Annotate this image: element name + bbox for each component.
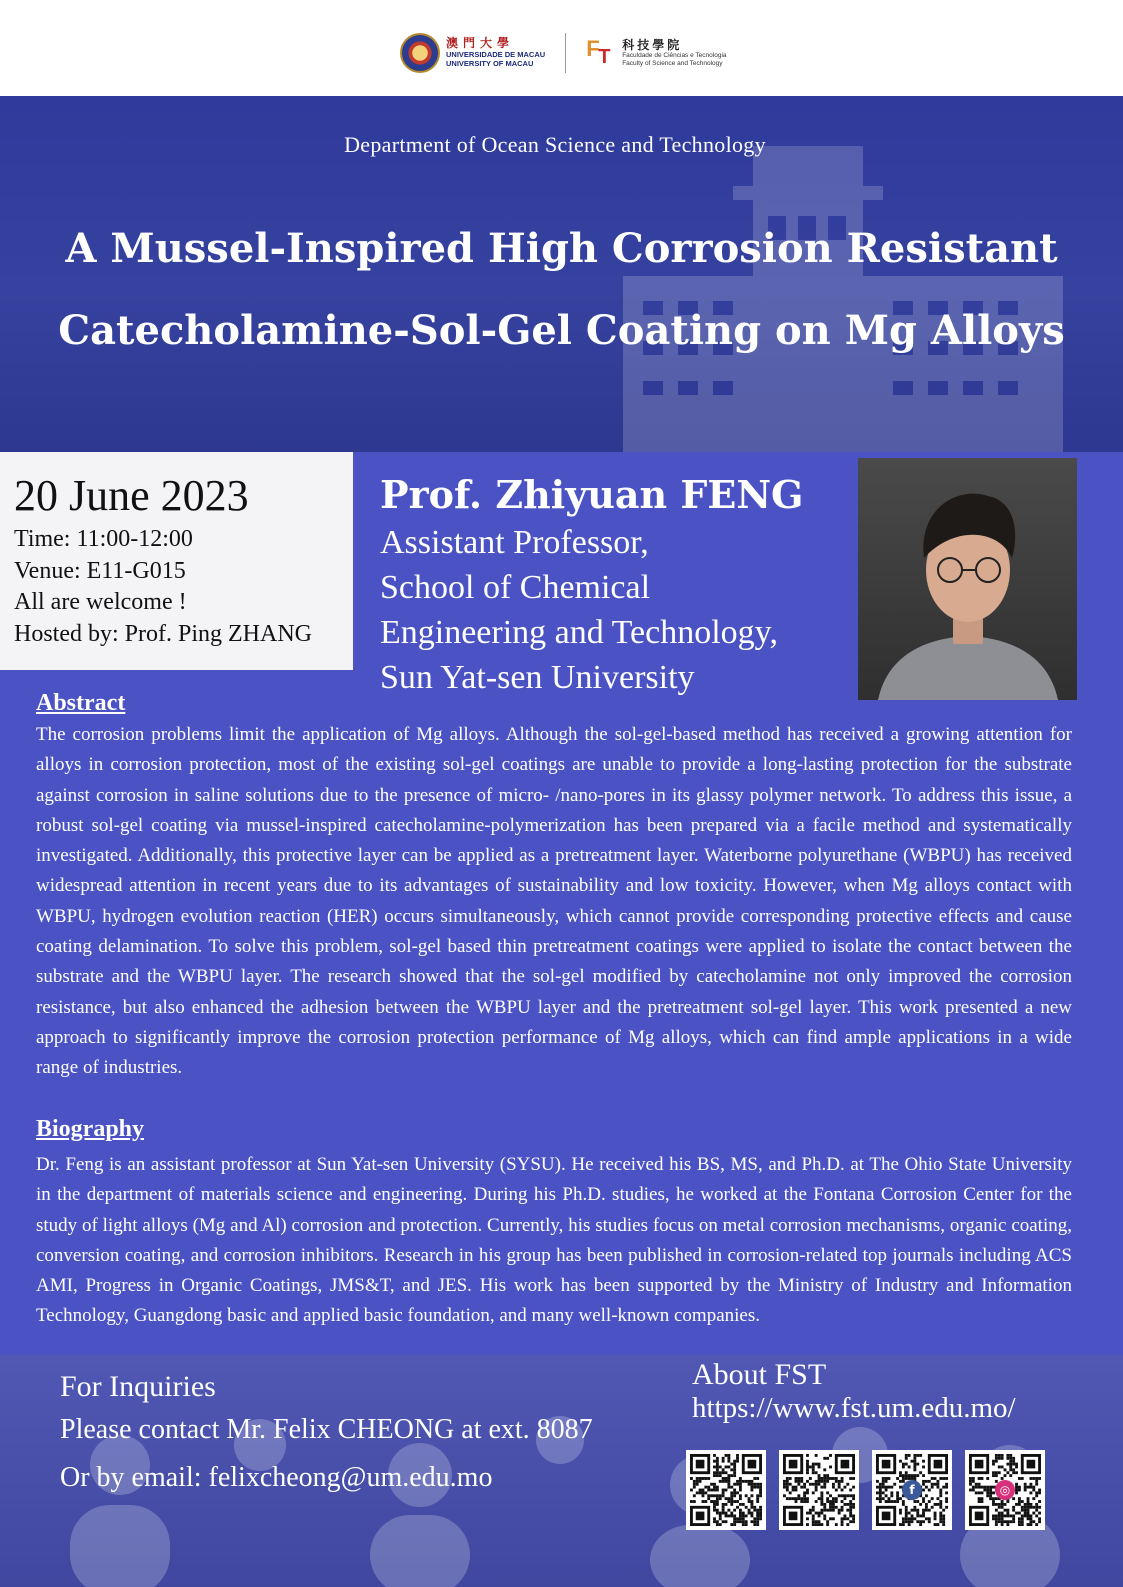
abstract-text: The corrosion problems limit the application of Mg alloys. Although the sol-gel-based method has received a growing attention for alloys in corrosion protection, most of the existing sol-gel coatings are unable to provide a long-lasting protection for the substrate against corrosion in saline solutions due to the presence of micro- /nano-pores in its glassy polymer network. To address this issue, a robust sol-gel coating via mussel-inspired catecholamine-polymerization has been prepared via a facile method and systematically investigated. Additionally, this protective layer can be applied as a pretreatment layer. Waterborne polyurethane (WBPU) has received widespread attention in recent years due to its advantages of sustainability and low toxicity. However, when Mg alloys contact with WBPU, hydrogen evolution reaction (HER) occurs simultaneously, which cannot provide corresponding protective effects and cause coating delamination. To solve this problem, sol-gel based thin pretreatment coatings were applied to isolate the contact between the substrate and the WBPU layer. The research showed that the sol-gel modified by catecholamine not only improved the corrosion resistance, but also enhanced the adhesion between the WBPU layer and the pretreatment sol-gel layer. This work presented a new approach to significantly improve the corrosion protection performance of Mg alloys, which can find ample applications in a wide range of industries.	[36, 724, 1072, 1079]
qr-code-1[interactable]	[686, 1450, 766, 1530]
biography-text: Dr. Feng is an assistant professor at Sun Yat-sen University (SYSU). He received his BS, MS, and Ph.D. at The Ohio State University in the department of materials science and engineering. During his Ph.D. studies, he worked at the Fontana Corrosion Center for the study of light alloys (Mg and Al) corrosion and protection. Currently, his studies focus on metal corrosion mechanisms, organic coating, conversion coating, and corrosion inhibitors. Research in his group has been published in corrosion-related top journals including ACS AMI, Progress in Organic Coatings, JMS&T, and JES. His work has been supported by the Ministry of Industry and Information Technology, Guangdong basic and applied basic foundation, and many well-known companies.	[36, 1154, 1072, 1327]
event-host: Hosted by: Prof. Ping ZHANG	[14, 620, 312, 647]
speaker-school-cont: Engineering and Technology,	[380, 614, 778, 651]
talk-title	[0, 208, 1123, 372]
speaker-school: School of Chemical	[380, 569, 651, 606]
contact-line: Please contact Mr. Felix CHEONG at ext. 8087	[60, 1414, 593, 1445]
qr-code-icon	[783, 1454, 855, 1526]
email-line[interactable]: Or by email: felixcheong@um.edu.mo	[60, 1462, 493, 1493]
logo-divider	[565, 33, 566, 73]
instagram-icon: ◎	[995, 1480, 1015, 1500]
um-name-pt: UNIVERSIDADE DE MACAU	[446, 50, 546, 60]
qr-code-2[interactable]	[779, 1450, 859, 1530]
event-time: Time: 11:00-12:00	[14, 526, 193, 552]
um-name-en: UNIVERSITY OF MACAU	[446, 58, 534, 68]
talk-title-line-2: Catecholamine-Sol-Gel Coating on Mg Alloys	[58, 307, 1065, 354]
speaker-title: Assistant Professor,	[380, 524, 649, 561]
fst-name-pt: Faculdade de Ciências e Tecnologia	[622, 52, 727, 60]
inquiries-heading: For Inquiries	[60, 1370, 216, 1403]
logo-bar	[0, 0, 1123, 96]
abstract-heading: Abstract	[36, 690, 126, 716]
qr-code-instagram[interactable]	[965, 1450, 1045, 1530]
speaker-name: Prof. Zhiyuan FENG	[380, 472, 804, 517]
speaker-info	[380, 470, 840, 700]
event-welcome: All are welcome !	[14, 589, 187, 615]
speaker-university: Sun Yat-sen University	[380, 659, 695, 696]
university-of-macau-seal-icon	[400, 33, 440, 73]
speaker-photo-icon	[858, 458, 1077, 700]
department-name: Department of Ocean Science and Technology	[344, 132, 766, 157]
qr-code-facebook[interactable]	[872, 1450, 952, 1530]
logos	[400, 28, 727, 78]
event-venue: Venue: E11-G015	[14, 557, 186, 584]
facebook-icon: f	[902, 1480, 922, 1500]
um-wordmark	[446, 37, 545, 68]
um-name-cn: 澳門大學	[446, 36, 515, 51]
qr-code-icon	[690, 1454, 762, 1526]
event-date: 20 June 2023	[14, 471, 249, 520]
talk-title-line-1: A Mussel-Inspired High Corrosion Resistant	[65, 225, 1058, 272]
fst-website-link[interactable]: https://www.fst.um.edu.mo/	[692, 1392, 1016, 1424]
biography-heading: Biography	[36, 1116, 145, 1142]
about-fst-heading: About FST	[692, 1358, 827, 1391]
fst-wordmark	[622, 38, 726, 68]
speaker-portrait	[858, 458, 1077, 700]
fst-name-en: Faculty of Science and Technology	[622, 60, 723, 68]
fst-name-cn: 科技學院	[622, 38, 683, 52]
fst-logo-icon: F T	[586, 36, 611, 68]
event-info-box	[0, 452, 353, 670]
